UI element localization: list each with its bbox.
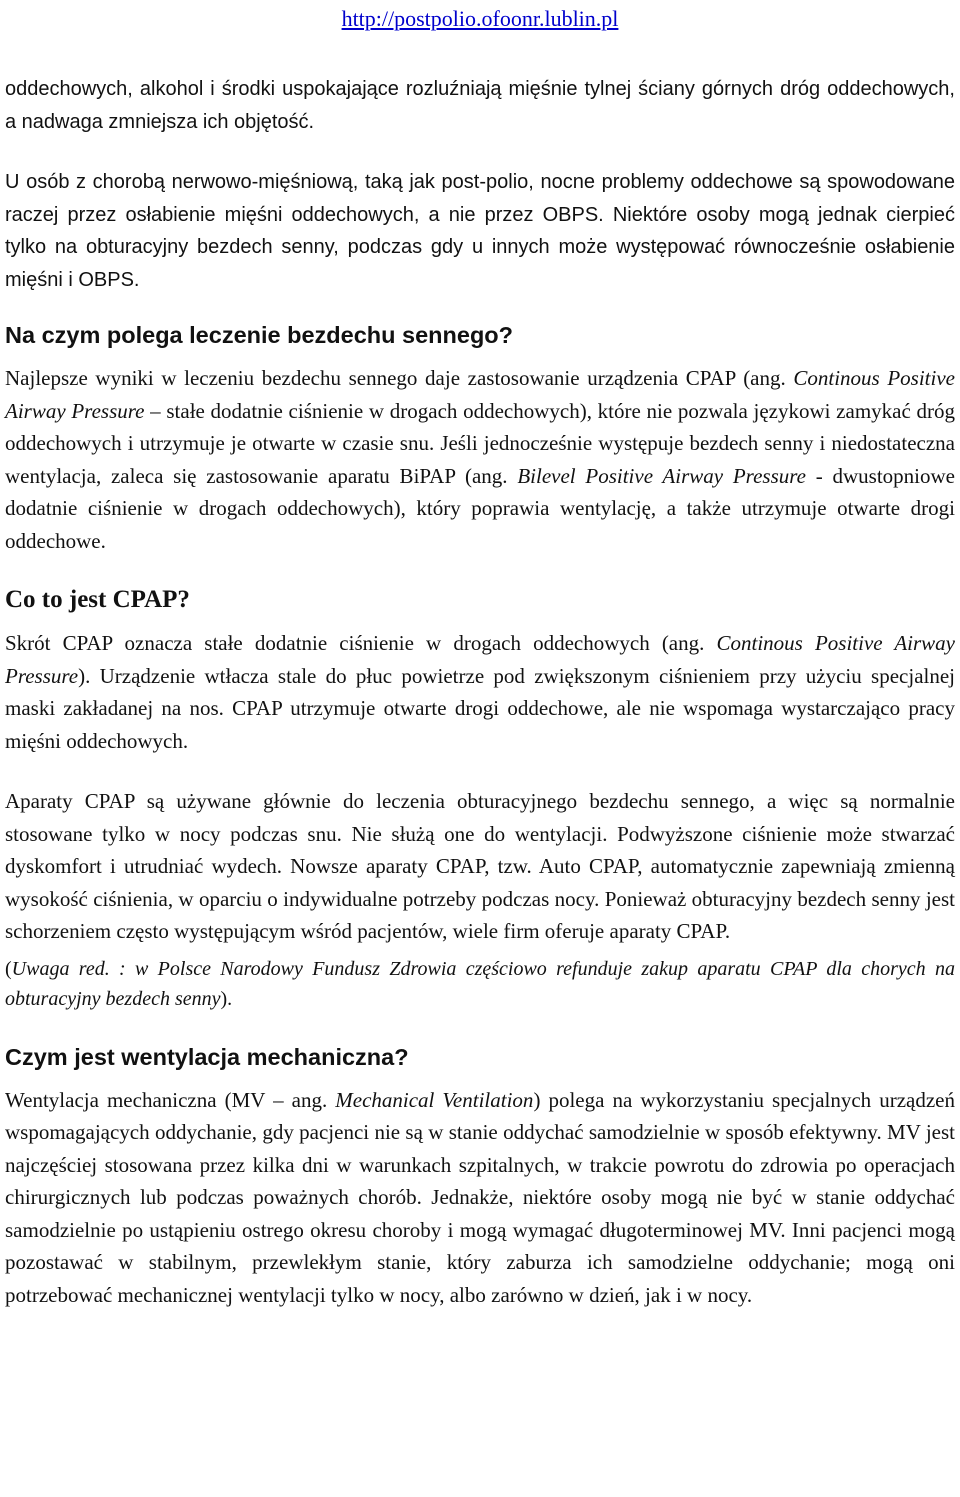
term-cpap-full: Continous Positive Airway Pressure bbox=[5, 366, 955, 423]
paragraph-intro: oddechowych, alkohol i środki uspokajające rozluźniają mięśnie tylnej ściany górnych dróg oddechowych, a nadwaga zmniejsza ich objętość. bbox=[5, 78, 955, 133]
text-segment: – stałe dodatnie ciśnienie w drogach oddechowych), które nie pozwala językowi zamykać dróg oddechowych i utrzymuje je otwarte w czasie snu. Jeśli jednocześnie występuje bezdech senny i niedostateczna wentylacja, zaleca się zastosowanie aparatu BiPAP (ang. bbox=[5, 398, 955, 488]
text-segment: Wentylacja mechaniczna (MV – ang. bbox=[5, 1087, 336, 1112]
heading-cpap: Co to jest CPAP? bbox=[5, 586, 190, 613]
text-segment: ( bbox=[5, 957, 12, 980]
paragraph-neuromuscular: U osób z chorobą nerwowo-mięśniową, taką jak post-polio, nocne problemy oddechowe są spowodowane raczej przez osłabienie mięśni oddechowych, a nie przez OBPS. Niektóre osoby mogą jednak cierpieć tylko na obturacyjny bezdech senny, podczas gdy u innych może występować równocześnie osłabienie mięśni i OBPS. bbox=[5, 171, 955, 291]
header-url-link[interactable]: http://postpolio.ofoonr.lublin.pl bbox=[341, 6, 619, 31]
term-mv-full: Mechanical Ventilation bbox=[335, 1087, 534, 1112]
text-segment: Skrót CPAP oznacza stałe dodatnie ciśnienie w drogach oddechowych (ang. bbox=[5, 631, 717, 655]
term-bipap-full: Bilevel Positive Airway Pressure bbox=[517, 463, 806, 488]
paragraph-treatment bbox=[5, 362, 955, 557]
paragraph-cpap-usage: Aparaty CPAP są używane głównie do leczenia obturacyjnego bezdechu sennego, a więc są normalnie stosowane tylko w nocy podczas snu. Nie służą one do wentylacji. Podwyższone ciśnienie może stwarzać dyskomfort i utrudniać wydech. Nowsze aparaty CPAP, tzw. Auto CPAP, automatycznie zapewniają zmienną wysokość ciśnienia, w oparciu o indywidualne potrzeby podczas nocy. Ponieważ obturacyjny bezdech senny jest schorzeniem często występującym wśród pacjentów, wiele firm oferuje aparaty CPAP. bbox=[5, 789, 955, 943]
paragraph-mechanical-ventilation bbox=[5, 1084, 955, 1312]
text-segment: ). Urządzenie wtłacza stale do płuc powietrze pod zwiększonym ciśnieniem przy użyciu specjalnej maski zakładanej na nos. CPAP utrzymuje otwarte drogi oddechowe, ale nie wspomaga wystarczająco pracy mięśni oddechowych. bbox=[5, 663, 955, 753]
editor-note-text: Uwaga red. : w Polsce Narodowy Fundusz Zdrowia częściowo refunduje zakup aparatu CPAP dla chorych na obturacyjny bezdech senny bbox=[5, 957, 955, 1010]
editor-note bbox=[5, 954, 955, 1014]
text-segment: ). bbox=[220, 987, 233, 1010]
paragraph-cpap-definition bbox=[5, 627, 955, 757]
text-segment: ) polega na wykorzystaniu specjalnych urządzeń wspomagających oddychanie, gdy pacjenci nie są w stanie oddychać samodzielnie w sposób efektywny. MV jest najczęściej stosowana przez kilka dni w warunkach szpitalnych, w trakcie powrotu do zdrowia po operacjach chirurgicznych lub podczas poważnych chorób. Jednakże, niektóre osoby mogą nie być w stanie oddychać samodzielnie po ustąpieniu ostrego okresu choroby i mogą wymagać długoterminowej MV. Inni pacjenci mogą pozostawać w stabilnym, przewlekłym stanie, który zaburza ich samodzielne oddychanie; mogą oni potrzebować mechanicznej wentylacji tylko w nocy, albo zarówno w dzień, jak i w nocy. bbox=[5, 1087, 955, 1307]
heading-treatment: Na czym polega leczenie bezdechu sennego? bbox=[5, 322, 514, 348]
heading-mechanical-ventilation: Czym jest wentylacja mechaniczna? bbox=[5, 1043, 409, 1070]
text-segment: Najlepsze wyniki w leczeniu bezdechu sennego daje zastosowanie urządzenia CPAP (ang. bbox=[5, 366, 794, 390]
text-segment: - dwustopniowe dodatnie ciśnienie w drogach oddechowych), który poprawia wentylację, a także utrzymuje otwarte drogi oddechowe. bbox=[5, 463, 955, 553]
term-cpap-full: Continous Positive Airway Pressure bbox=[5, 631, 956, 688]
document-content bbox=[5, 73, 955, 1311]
